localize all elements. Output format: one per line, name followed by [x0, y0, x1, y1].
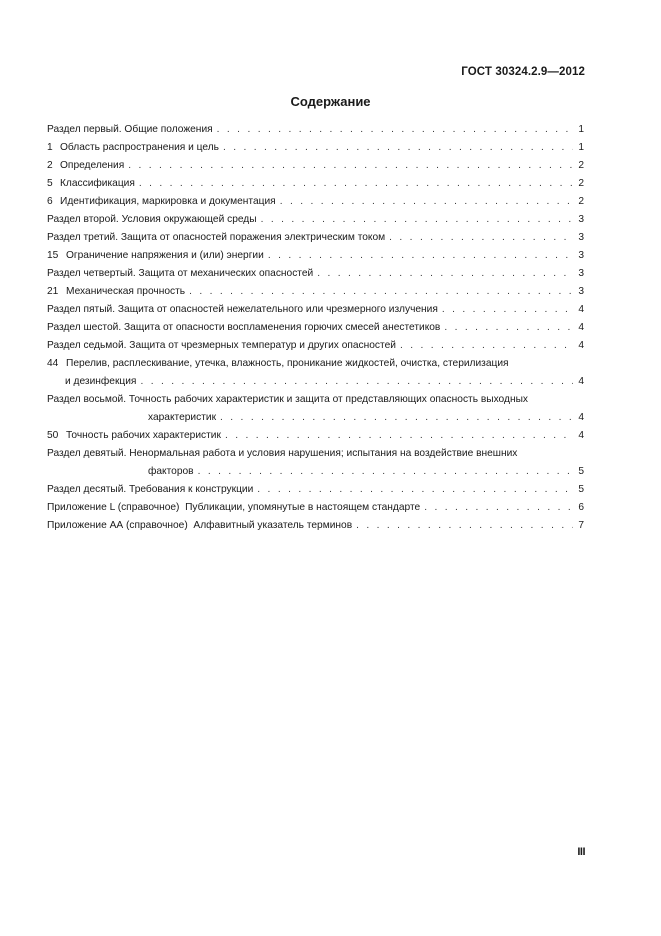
toc-entry-label: Раздел третий. Защита от опасностей поражения электрическим током	[47, 232, 386, 243]
dot-leader	[217, 121, 573, 139]
toc-entry[interactable]	[47, 355, 584, 391]
toc-page-number: 2	[578, 160, 584, 171]
toc-page-number: 3	[578, 286, 584, 297]
toc-entry-label: Приложение L (справочное) Публикации, упомянутые в настоящем стандарте	[47, 502, 421, 513]
toc-entry-label: Перелив, расплескивание, утечка, влажность, проникание жидкостей, очистка, стерилизация	[66, 358, 509, 369]
toc-entry-number: 44	[47, 358, 59, 369]
toc-entry[interactable]	[47, 139, 584, 157]
toc-entry[interactable]	[47, 337, 584, 355]
dot-leader	[257, 481, 573, 499]
toc-entry-label: Раздел девятый. Ненормальная работа и условия нарушения; испытания на воздействие внешних	[47, 448, 518, 459]
toc-entry-label: Раздел седьмой. Защита от чрезмерных температур и других опасностей	[47, 340, 396, 351]
toc-entry-label-continued: и дезинфекция	[65, 376, 137, 387]
toc-entry-label: Классификация	[60, 178, 135, 189]
toc-page-number: 3	[578, 268, 584, 279]
toc-page-number: 5	[578, 484, 584, 495]
dot-leader	[356, 517, 573, 535]
dot-leader	[140, 373, 573, 391]
dot-leader	[444, 319, 573, 337]
toc-entry-label: Раздел четвертый. Защита от механических опасностей	[47, 268, 314, 279]
toc-page-number: 6	[578, 502, 584, 513]
dot-leader	[220, 409, 573, 427]
toc-entry-label: Раздел десятый. Требования к конструкции	[47, 484, 254, 495]
toc-page-number: 3	[578, 214, 584, 225]
toc-entry[interactable]	[47, 193, 584, 211]
toc-entry-label: Раздел восьмой. Точность рабочих характеристик и защита от представляющих опасность выходных	[47, 394, 528, 405]
dot-leader	[223, 139, 573, 157]
toc-page-number: 2	[578, 196, 584, 207]
standard-designation: ГОСТ 30324.2.9—2012	[461, 66, 585, 78]
dot-leader	[280, 193, 573, 211]
toc-entry-label: Область распространения и цель	[60, 142, 219, 153]
toc-entry[interactable]	[47, 211, 584, 229]
toc-entry[interactable]	[47, 445, 584, 481]
toc-page-number: 1	[578, 124, 584, 135]
toc-entry-label: Ограничение напряжения и (или) энергии	[66, 250, 264, 261]
toc-entry-label: Точность рабочих характеристик	[66, 430, 221, 441]
toc-entry-label: Раздел шестой. Защита от опасности воспламенения горючих смесей анестетиков	[47, 322, 441, 333]
toc-entry[interactable]	[47, 427, 584, 445]
toc-entry-label-continued: характеристик	[148, 412, 217, 423]
toc-page-number: 7	[578, 520, 584, 531]
toc-entry-label: Приложение АА (справочное) Алфавитный указатель терминов	[47, 520, 353, 531]
toc-entry[interactable]	[47, 157, 584, 175]
toc-entry-label: Раздел второй. Условия окружающей среды	[47, 214, 257, 225]
toc-page-number: 4	[578, 340, 584, 351]
toc-entry-label: Раздел первый. Общие положения	[47, 124, 213, 135]
toc-entry-number: 15	[47, 250, 59, 261]
toc-page-number: 4	[578, 304, 584, 315]
toc-entry[interactable]	[47, 499, 584, 517]
toc-entry[interactable]	[47, 481, 584, 499]
toc-entry[interactable]	[47, 229, 584, 247]
dot-leader	[424, 499, 573, 517]
toc-entry[interactable]	[47, 517, 584, 535]
dot-leader	[189, 283, 573, 301]
toc-entry[interactable]	[47, 283, 584, 301]
toc-entry-number: 5	[47, 178, 53, 189]
toc-entry-label: Идентификация, маркировка и документация	[60, 196, 276, 207]
dot-leader	[261, 211, 573, 229]
toc-entry[interactable]	[47, 121, 584, 139]
toc-entry-label: Раздел пятый. Защита от опасностей нежелательного или чрезмерного излучения	[47, 304, 438, 315]
toc-page-number: 3	[578, 250, 584, 261]
page-title: Содержание	[290, 94, 371, 109]
table-of-contents	[47, 121, 584, 535]
toc-entry[interactable]	[47, 391, 584, 427]
toc-entry[interactable]	[47, 301, 584, 319]
toc-page-number: 4	[578, 412, 584, 423]
toc-entry-label: Механическая прочность	[66, 286, 186, 297]
toc-entry[interactable]	[47, 265, 584, 283]
toc-entry-number: 21	[47, 286, 59, 297]
toc-entry-number: 2	[47, 160, 53, 171]
toc-entry-number: 50	[47, 430, 59, 441]
toc-page-number: 4	[578, 376, 584, 387]
toc-page-number: 2	[578, 178, 584, 189]
toc-entry-number: 6	[47, 196, 53, 207]
toc-page-number: 3	[578, 232, 584, 243]
page-number: III	[577, 846, 585, 858]
toc-entry[interactable]	[47, 175, 584, 193]
toc-page-number: 4	[578, 322, 584, 333]
dot-leader	[225, 427, 573, 445]
toc-entry[interactable]	[47, 247, 584, 265]
dot-leader	[317, 265, 573, 283]
dot-leader	[139, 175, 573, 193]
dot-leader	[198, 463, 573, 481]
dot-leader	[128, 157, 573, 175]
toc-page-number: 5	[578, 466, 584, 477]
toc-entry-label: Определения	[60, 160, 125, 171]
dot-leader	[389, 229, 573, 247]
dot-leader	[400, 337, 573, 355]
dot-leader	[268, 247, 573, 265]
dot-leader	[442, 301, 573, 319]
toc-page-number: 1	[578, 142, 584, 153]
toc-entry-label-continued: факторов	[148, 466, 194, 477]
toc-page-number: 4	[578, 430, 584, 441]
toc-entry[interactable]	[47, 319, 584, 337]
toc-entry-number: 1	[47, 142, 53, 153]
